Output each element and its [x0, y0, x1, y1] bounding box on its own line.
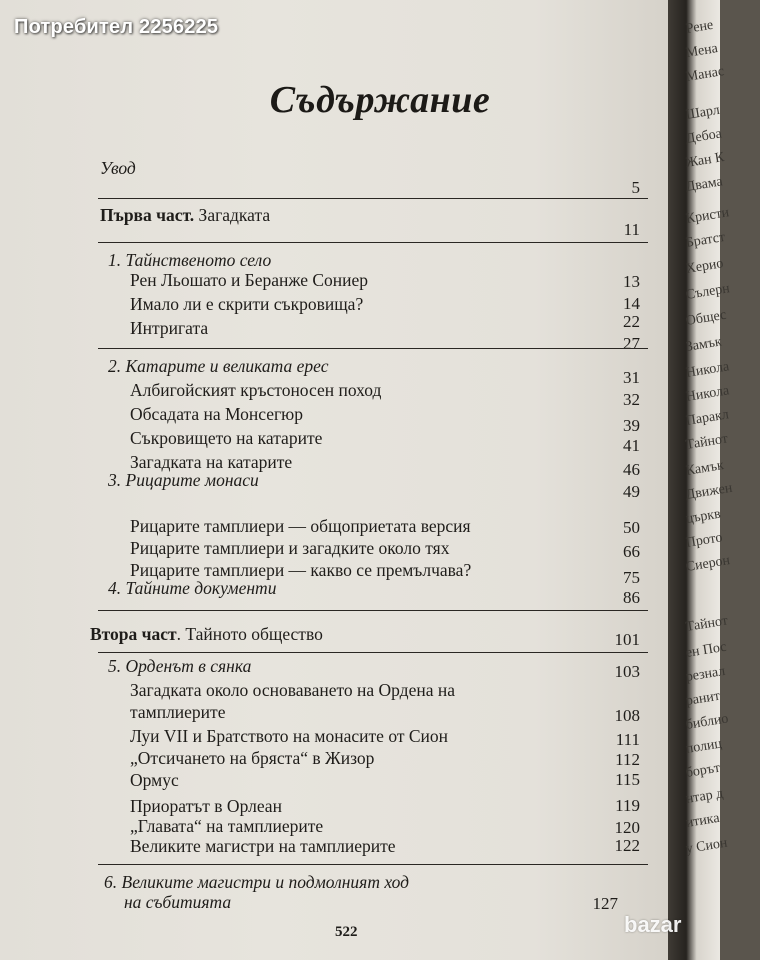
toc-page: 31 — [623, 368, 640, 387]
toc-entry: Съкровището на катарите — [130, 428, 323, 448]
divider — [98, 610, 648, 611]
toc-entry: Ормус — [130, 770, 179, 790]
next-page-fragment: Движен — [684, 480, 734, 503]
next-page-fragment: нтар д — [684, 786, 725, 807]
toc-chapter-6-cont: на събитията — [124, 892, 232, 912]
toc-page: 103 — [614, 662, 640, 681]
toc-entry: Рен Льошато и Беранже Сониер — [130, 270, 369, 290]
toc-page: 39 — [623, 416, 640, 435]
next-page-fragment: Шарл — [684, 102, 721, 123]
toc-entry: Рицарите тамплиери и загадките около тях — [130, 538, 450, 558]
toc-intro: Увод — [100, 158, 136, 178]
toc-chapter-3: 3. Рицарите монаси — [108, 470, 259, 490]
toc-page-intro: 5 — [631, 178, 640, 197]
toc-entry: Интригата — [130, 318, 209, 338]
next-page-fragment: борът — [684, 760, 722, 781]
toc-entry: Загадката около основаването на Ордена на — [130, 680, 455, 700]
toc-page-part-one: 11 — [623, 220, 640, 239]
toc-entry: „Отсичането на бряста“ в Жизор — [130, 748, 375, 768]
next-page-fragment: у Сион — [684, 835, 729, 857]
toc-page: 32 — [623, 390, 640, 409]
toc-entry: „Главата“ на тамплиерите — [130, 816, 324, 836]
toc-entry: Приоратът в Орлеан — [130, 796, 282, 816]
next-page-fragment: Братст — [684, 229, 727, 251]
toc-page-part-two: 101 — [614, 630, 640, 649]
part-one-label: Първа част. — [100, 205, 195, 225]
next-page-fragment: Дебоа — [684, 126, 723, 147]
toc-entry: Албигойският кръстоносен поход — [130, 380, 382, 400]
toc-chapter-5: 5. Орденът в сянка — [108, 656, 252, 676]
toc-page: 13 — [623, 272, 640, 291]
toc-entry: Загадката на катарите — [130, 452, 293, 472]
toc-page: 108 — [614, 706, 640, 725]
next-page-fragment: Тайнот — [684, 431, 729, 453]
toc-page: 22 — [623, 312, 640, 331]
toc-chapter-1: 1. Тайнственото село — [108, 250, 272, 270]
next-page-fragment: Рене — [684, 17, 715, 37]
next-page-fragment: Замък — [684, 334, 723, 355]
next-page-fragment: Мена — [684, 41, 719, 61]
next-page-fragment: Жан К — [684, 150, 726, 171]
toc-entry: Луи VII и Братството на монасите от Сион — [130, 726, 449, 746]
toc-page: 120 — [614, 818, 640, 837]
part-two-label: Втора част — [90, 624, 177, 644]
next-page-fragment: Манас — [684, 64, 726, 85]
next-page-fragment: итика — [684, 810, 721, 831]
next-page-fragment: резнал — [684, 663, 727, 685]
next-page-fragment: ранит — [684, 688, 722, 709]
toc-entry: Имало ли е скрити съкровища? — [130, 294, 364, 314]
toc-entry: тамплиерите — [130, 702, 226, 722]
toc-page: 75 — [623, 568, 640, 587]
next-page-fragment: Никола — [684, 383, 731, 405]
toc-page: 66 — [623, 542, 640, 561]
next-page-fragment: Общес — [684, 307, 728, 329]
toc-entry: Обсадата на Монсегюр — [130, 404, 304, 424]
divider — [98, 864, 648, 865]
next-page-fragment: ен Пос — [684, 639, 728, 661]
toc-page: 46 — [623, 460, 640, 479]
divider — [98, 348, 648, 349]
next-page-fragment: Никола — [684, 359, 731, 381]
toc-part-one — [100, 205, 270, 226]
next-page-fragment: Херио — [684, 256, 725, 277]
next-page-fragment: Камък — [684, 458, 725, 479]
toc-page: 115 — [615, 770, 640, 789]
bazar-logo: bazar — [624, 912, 682, 937]
toc-page: 14 — [623, 294, 640, 313]
part-two-title: . Тайното общество — [176, 624, 323, 644]
toc-page: 41 — [623, 436, 640, 455]
toc-page: 119 — [615, 796, 640, 815]
next-page-fragment: църкв — [684, 506, 722, 527]
divider — [98, 198, 648, 199]
next-page-fragment: Тайнот — [684, 613, 729, 635]
next-page-fragment: Прото — [684, 530, 724, 551]
page-title: Съдържание — [269, 79, 491, 121]
toc-page: 86 — [623, 588, 640, 607]
toc-chapter-6: 6. Великите магистри и подмолният ход — [104, 872, 410, 892]
next-page-fragment: Паракл — [684, 407, 730, 429]
page-number: 522 — [335, 924, 358, 940]
toc-page: 122 — [614, 836, 640, 855]
toc-entry: Рицарите тамплиери — какво се премълчава? — [130, 560, 472, 580]
divider — [98, 242, 648, 243]
user-watermark: Потребител 2256225 — [14, 16, 219, 38]
toc-part-two — [90, 624, 323, 645]
part-one-title: Загадката — [198, 205, 271, 225]
next-page-fragment: Кристи — [684, 205, 731, 227]
next-page-fragment: Двама — [684, 174, 724, 195]
toc-page: 27 — [623, 334, 640, 353]
toc-page: 111 — [615, 730, 640, 749]
toc-chapter-2: 2. Катарите и великата ерес — [108, 356, 329, 376]
next-page-fragment: Сълерн — [684, 281, 731, 303]
toc-chapter-4: 4. Тайните документи — [108, 578, 277, 598]
toc-page: 49 — [623, 482, 640, 501]
toc-entry: Рицарите тамплиери — общоприетата версия — [130, 516, 471, 536]
toc-page: 127 — [592, 894, 618, 913]
next-page-fragment: Сиерон — [684, 553, 732, 575]
toc-entry: Великите магистри на тамплиерите — [130, 836, 396, 856]
next-page-edge — [683, 0, 734, 960]
toc-page: 50 — [623, 518, 640, 537]
next-page-fragment: библио — [684, 711, 730, 733]
toc-page: 112 — [615, 750, 640, 769]
divider — [98, 652, 648, 653]
next-page-fragment: полиц — [684, 736, 723, 757]
